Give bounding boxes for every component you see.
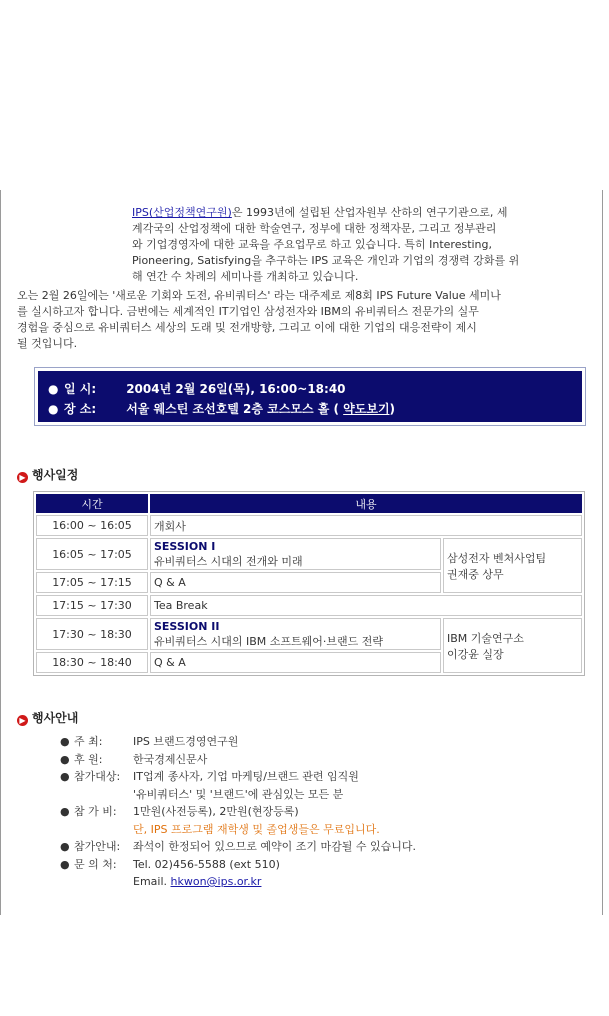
event-info-box	[34, 367, 586, 426]
table-row: 18:30 ~ 18:40 Q & A	[36, 652, 582, 673]
arrow-bullet-icon: ▶	[17, 472, 28, 483]
table-row: 17:05 ~ 17:15 Q & A	[36, 572, 582, 593]
table-row: 17:30 ~ 18:30 SESSION II 유비쿼터스 시대의 IBM 소프트웨어·브랜드 전략 IBM 기술연구소 이강윤 실장	[36, 618, 582, 650]
col-time-header: 시간	[36, 494, 148, 513]
event-place: ● 장 소: 서울 웨스틴 조선호텔 2층 코스모스 홀 ( 약도보기)	[48, 402, 396, 416]
ips-link[interactable]: IPS(산업정책연구원)	[132, 206, 232, 219]
table-row: 17:15 ~ 17:30 Tea Break	[36, 595, 582, 616]
speaker-2: IBM 기술연구소 이강윤 실장	[443, 618, 582, 673]
table-row: 16:00 ~ 16:05 개회사	[36, 515, 582, 536]
col-content-header: 내용	[150, 494, 582, 513]
intro-text: IPS(산업정책연구원)은 1993년에 설립된 산업자원부 산하의 연구기관으로, 세 계각국의 산업정책에 대한 학술연구, 정부에 대한 정책자문, 그리고 정부관리 와 기업경영자에 대한 교육을 주요업무로 하고 있습니다. 특히 Interesting, Pioneering, Satisfying을 추구하는 IPS 교육은 개인과 기업의 경쟁력 강화를 위 해 연간 수 차례의 세미나를 개최하고 있습니다.	[132, 206, 520, 283]
seminar-description: 오는 2월 26일에는 '새로운 기회와 도전, 유비쿼터스' 라는 대주제로 제8회 IPS Future Value 세미나 를 실시하고자 합니다. 금번에는 세계적인 IT기업인 삼성전자와 IBM의 유비쿼터스 전문가의 실무 경험을 중심으로 유비쿼터스 세상의 도래 및 전개방향, 그리고 이에 대한 기업의 대응전략이 제시 될 것입니다.	[17, 289, 501, 350]
event-date: ● 일 시: 2004년 2월 26일(목), 16:00~18:40	[48, 382, 346, 396]
schedule-heading: ▶ 행사일정	[17, 466, 78, 483]
speaker-1: 삼성전자 벤처사업팀 권재중 상무	[443, 538, 582, 593]
schedule-table	[33, 491, 585, 676]
free-notice: 단, IPS 프로그램 재학생 및 졸업생들은 무료입니다.	[133, 822, 380, 836]
table-row: 16:05 ~ 17:05 SESSION I 유비쿼터스 시대의 전개와 미래 삼성전자 벤처사업팀 권재중 상무	[36, 538, 582, 570]
arrow-bullet-icon: ▶	[17, 715, 28, 726]
email-link[interactable]: hkwon@ips.or.kr	[170, 875, 262, 888]
guide-heading: ▶ 행사안내	[17, 709, 78, 726]
map-link[interactable]: 약도보기	[343, 402, 390, 416]
